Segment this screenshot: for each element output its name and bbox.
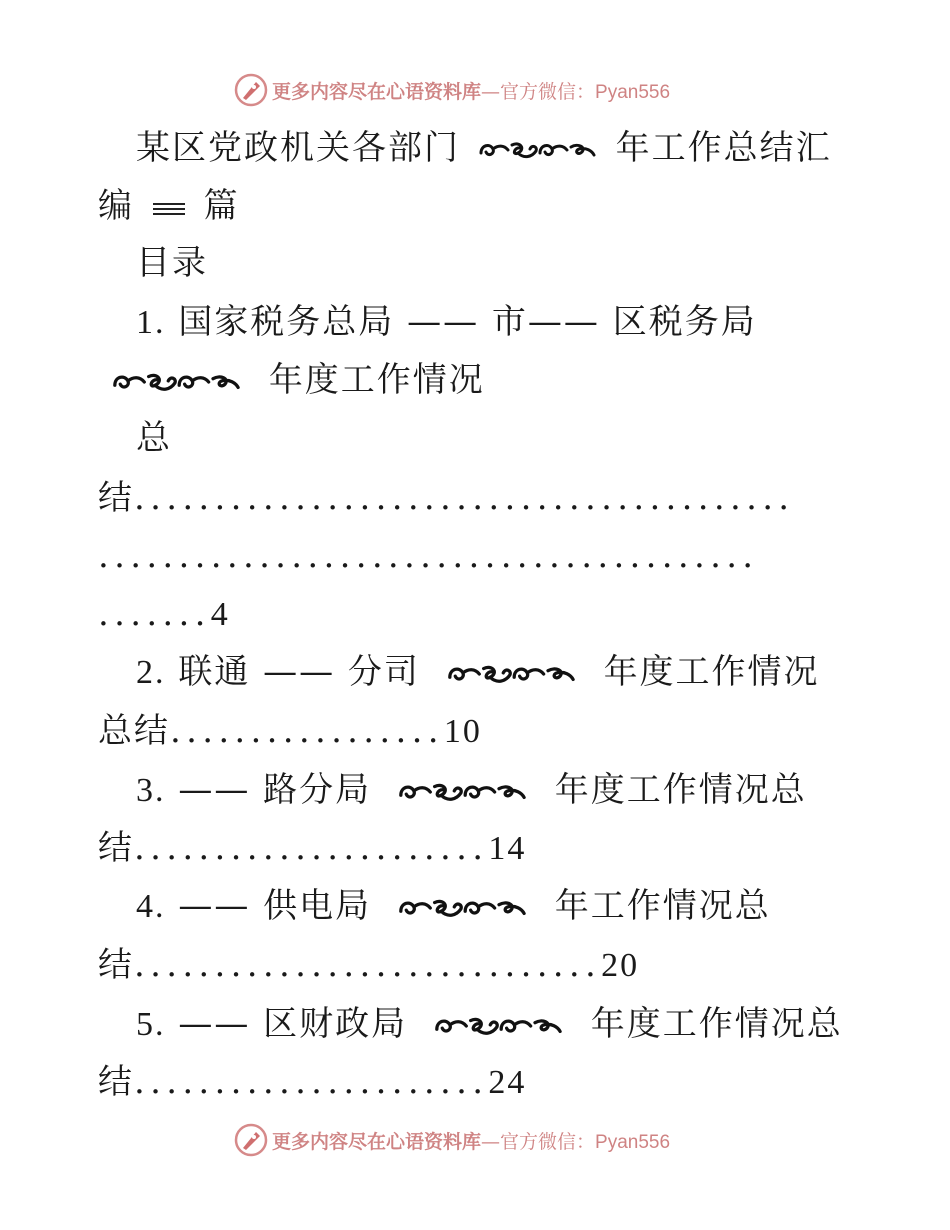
pen-nib-logo-icon — [234, 1123, 268, 1157]
toc-item-1-line4 — [98, 478, 794, 518]
watermark-id: Pyan556 — [595, 1131, 671, 1153]
toc-item-5-suffix: 年度工作情况总 — [590, 1004, 843, 1044]
toc-item-5-title: —— 区财政局 — [178, 1004, 408, 1044]
toc-heading: 目录 — [136, 243, 208, 283]
watermark-text — [272, 1127, 670, 1154]
ornament-year-placeholder-icon — [437, 662, 587, 686]
toc-item-3-lead: 结 — [98, 828, 134, 868]
toc-item-4-lead: 结 — [98, 945, 134, 985]
toc-item-4-page: 20 — [601, 947, 640, 984]
toc-item-1-page: 4 — [210, 596, 230, 633]
ornament-year-placeholder-icon — [477, 139, 599, 161]
toc-item-4-title: —— 供电局 — [178, 886, 372, 926]
toc-item-2-line2 — [98, 711, 482, 752]
toc-item-4-line2 — [98, 945, 639, 986]
toc-item-3-line2 — [98, 828, 526, 869]
watermark-site: 更多内容尽在心语资料库 — [272, 80, 482, 103]
toc-item-5-page: 24 — [488, 1064, 527, 1101]
toc-item-1-line6 — [98, 594, 230, 635]
toc-item-4 — [136, 886, 771, 927]
doc-title-line2 — [98, 186, 240, 226]
watermark-text — [272, 77, 670, 104]
ornament-year-placeholder-icon — [102, 370, 252, 394]
ornament-equals-icon — [151, 198, 187, 218]
toc-item-1-num: 1. — [136, 304, 166, 341]
toc-item-2-num: 2. — [136, 654, 166, 691]
toc-item-3-title: —— 路分局 — [178, 770, 372, 810]
toc-item-5-line2 — [98, 1062, 526, 1103]
toc-item-2-title: 联通 —— 分司 — [178, 652, 420, 692]
toc-item-2-suffix: 年度工作情况 — [603, 652, 820, 692]
toc-item-1-title: 国家税务总局 —— 市—— 区税务局 — [178, 302, 757, 342]
toc-leader-dots: ....... — [98, 594, 211, 634]
watermark-header — [234, 72, 670, 108]
toc-item-1-line3: 总 — [136, 418, 172, 458]
toc-leader-dots: ...................... — [134, 828, 489, 868]
watermark-sep: — — [481, 1130, 501, 1153]
toc-item-5 — [136, 1004, 843, 1045]
toc-leader-dots: ......................................... — [98, 536, 759, 576]
pen-nib-logo-icon — [234, 73, 268, 107]
toc-item-4-num: 4. — [136, 888, 166, 925]
toc-leader-dots: ......................................... — [134, 478, 795, 518]
toc-item-2 — [136, 652, 820, 693]
toc-item-1 — [136, 302, 757, 343]
watermark-footer — [234, 1122, 670, 1158]
watermark-site: 更多内容尽在心语资料库 — [272, 1130, 482, 1153]
watermark-id: Pyan556 — [595, 81, 671, 103]
ornament-year-placeholder-icon — [388, 896, 538, 920]
toc-item-2-lead: 总结 — [98, 711, 170, 751]
watermark-label: 官方微信： — [500, 1130, 596, 1153]
toc-item-3-suffix: 年度工作情况总 — [554, 770, 807, 810]
watermark-sep: — — [481, 80, 501, 103]
watermark-label: 官方微信： — [500, 80, 596, 103]
ornament-year-placeholder-icon — [424, 1014, 574, 1038]
toc-item-4-suffix: 年工作情况总 — [554, 886, 771, 926]
toc-item-2-page: 10 — [443, 713, 482, 750]
toc-item-1-line2 — [98, 360, 485, 400]
toc-leader-dots: ............................. — [134, 945, 602, 985]
doc-title-edit: 编 — [98, 186, 134, 226]
toc-leader-dots: ...................... — [134, 1062, 489, 1102]
toc-item-5-num: 5. — [136, 1006, 166, 1043]
toc-item-1-line5 — [98, 536, 758, 576]
ornament-year-placeholder-icon — [388, 780, 538, 804]
doc-title-chapter: 篇 — [203, 186, 240, 226]
doc-title-end: 年工作总结汇 — [615, 128, 832, 168]
toc-item-1-lead: 结 — [98, 478, 134, 518]
doc-title-line1 — [136, 128, 832, 168]
doc-title-text: 某区党政机关各部门 — [136, 128, 460, 168]
toc-item-3 — [136, 770, 807, 811]
toc-item-3-page: 14 — [488, 830, 527, 867]
toc-item-5-lead: 结 — [98, 1062, 134, 1102]
toc-item-3-num: 3. — [136, 772, 166, 809]
toc-leader-dots: ................. — [170, 711, 444, 751]
toc-item-1-suffix: 年度工作情况 — [268, 360, 485, 400]
